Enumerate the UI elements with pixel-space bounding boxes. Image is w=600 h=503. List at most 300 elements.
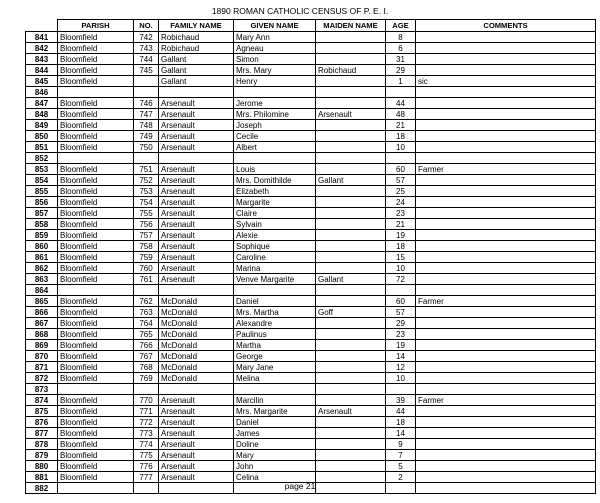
- no-cell: 776: [134, 461, 159, 472]
- age-cell: 25: [386, 186, 416, 197]
- maiden-name-cell: [316, 208, 386, 219]
- row-number-header: [26, 20, 58, 32]
- comments-header: COMMENTS: [416, 20, 596, 32]
- row-number: 852: [26, 153, 58, 164]
- age-cell: 21: [386, 219, 416, 230]
- maiden-name-cell: [316, 373, 386, 384]
- no-cell: 754: [134, 197, 159, 208]
- no-cell: [134, 87, 159, 98]
- age-cell: 39: [386, 395, 416, 406]
- maiden-name-cell: [316, 318, 386, 329]
- given-name-cell: Martha: [234, 340, 316, 351]
- comments-cell: [416, 373, 596, 384]
- age-cell: 60: [386, 296, 416, 307]
- family-name-cell: Robichaud: [159, 32, 234, 43]
- table-row: [26, 395, 596, 406]
- parish-cell: Bloomfield: [58, 98, 134, 109]
- age-cell: 9: [386, 439, 416, 450]
- given-name-cell: Claire: [234, 208, 316, 219]
- row-number: 881: [26, 472, 58, 483]
- comments-cell: [416, 461, 596, 472]
- no-cell: 765: [134, 329, 159, 340]
- parish-cell: Bloomfield: [58, 109, 134, 120]
- row-number: 876: [26, 417, 58, 428]
- no-cell: 753: [134, 186, 159, 197]
- given-name-cell: Melina: [234, 373, 316, 384]
- no-header: NO.: [134, 20, 159, 32]
- given-name-cell: Sophique: [234, 241, 316, 252]
- parish-cell: Bloomfield: [58, 241, 134, 252]
- table-row: [26, 307, 596, 318]
- row-number: 868: [26, 329, 58, 340]
- table-row: [26, 87, 596, 98]
- no-cell: 742: [134, 32, 159, 43]
- maiden-name-cell: Goff: [316, 307, 386, 318]
- table-row: [26, 340, 596, 351]
- table-row: [26, 164, 596, 175]
- table-row: [26, 153, 596, 164]
- no-cell: 749: [134, 131, 159, 142]
- table-row: [26, 285, 596, 296]
- family-name-cell: Arsenault: [159, 164, 234, 175]
- age-cell: 29: [386, 65, 416, 76]
- no-cell: 746: [134, 98, 159, 109]
- maiden-name-cell: [316, 43, 386, 54]
- parish-cell: Bloomfield: [58, 76, 134, 87]
- no-cell: 761: [134, 274, 159, 285]
- no-cell: 755: [134, 208, 159, 219]
- table-row: [26, 241, 596, 252]
- comments-cell: sic: [416, 76, 596, 87]
- maiden-name-cell: [316, 439, 386, 450]
- table-row: [26, 461, 596, 472]
- given-name-cell: Marina: [234, 263, 316, 274]
- age-cell: [386, 87, 416, 98]
- row-number: 856: [26, 197, 58, 208]
- maiden-name-cell: Robichaud: [316, 65, 386, 76]
- row-number: 880: [26, 461, 58, 472]
- given-name-cell: Marcilin: [234, 395, 316, 406]
- row-number: 859: [26, 230, 58, 241]
- parish-cell: [58, 285, 134, 296]
- parish-header: PARISH: [58, 20, 134, 32]
- age-cell: 18: [386, 417, 416, 428]
- no-cell: 772: [134, 417, 159, 428]
- given-name-cell: Mary: [234, 450, 316, 461]
- comments-cell: [416, 98, 596, 109]
- row-number: 882: [26, 483, 58, 494]
- no-cell: 760: [134, 263, 159, 274]
- family-name-cell: Arsenault: [159, 428, 234, 439]
- family-name-cell: [159, 285, 234, 296]
- maiden-name-cell: [316, 461, 386, 472]
- no-cell: 777: [134, 472, 159, 483]
- row-number: 847: [26, 98, 58, 109]
- page-number: page 21: [284, 481, 316, 491]
- age-cell: [386, 384, 416, 395]
- family-name-cell: Arsenault: [159, 241, 234, 252]
- row-number: 877: [26, 428, 58, 439]
- family-name-cell: Gallant: [159, 65, 234, 76]
- age-cell: 23: [386, 329, 416, 340]
- no-cell: 766: [134, 340, 159, 351]
- age-cell: 57: [386, 175, 416, 186]
- no-cell: [134, 153, 159, 164]
- age-cell: 15: [386, 252, 416, 263]
- family-name-cell: Arsenault: [159, 109, 234, 120]
- given-name-cell: Mrs. Mary: [234, 65, 316, 76]
- family-name-cell: Arsenault: [159, 197, 234, 208]
- parish-cell: Bloomfield: [58, 197, 134, 208]
- parish-cell: Bloomfield: [58, 65, 134, 76]
- row-number: 843: [26, 54, 58, 65]
- given-name-cell: Doline: [234, 439, 316, 450]
- comments-cell: [416, 274, 596, 285]
- table-row: [26, 406, 596, 417]
- age-cell: [386, 285, 416, 296]
- row-number: 878: [26, 439, 58, 450]
- given-name-cell: [234, 384, 316, 395]
- table-row: [26, 329, 596, 340]
- comments-cell: [416, 54, 596, 65]
- comments-cell: [416, 131, 596, 142]
- family-name-cell: [159, 384, 234, 395]
- parish-cell: Bloomfield: [58, 208, 134, 219]
- maiden-name-cell: [316, 87, 386, 98]
- row-number: 845: [26, 76, 58, 87]
- maiden-name-header: MAIDEN NAME: [316, 20, 386, 32]
- maiden-name-cell: [316, 54, 386, 65]
- comments-cell: [416, 329, 596, 340]
- comments-cell: [416, 450, 596, 461]
- table-row: [26, 32, 596, 43]
- no-cell: 764: [134, 318, 159, 329]
- maiden-name-cell: [316, 340, 386, 351]
- given-name-cell: Mrs. Martha: [234, 307, 316, 318]
- no-cell: 768: [134, 362, 159, 373]
- comments-cell: [416, 307, 596, 318]
- family-name-cell: Gallant: [159, 54, 234, 65]
- table-row: [26, 439, 596, 450]
- parish-cell: Bloomfield: [58, 131, 134, 142]
- age-cell: 19: [386, 230, 416, 241]
- family-name-cell: McDonald: [159, 296, 234, 307]
- row-number: 861: [26, 252, 58, 263]
- family-name-cell: [159, 87, 234, 98]
- parish-cell: [58, 384, 134, 395]
- row-number: 863: [26, 274, 58, 285]
- parish-cell: Bloomfield: [58, 274, 134, 285]
- age-cell: 14: [386, 351, 416, 362]
- row-number: 871: [26, 362, 58, 373]
- given-name-cell: Venve Margarite: [234, 274, 316, 285]
- comments-cell: [416, 362, 596, 373]
- row-number: 873: [26, 384, 58, 395]
- family-name-cell: Arsenault: [159, 142, 234, 153]
- table-row: [26, 274, 596, 285]
- parish-cell: Bloomfield: [58, 252, 134, 263]
- parish-cell: Bloomfield: [58, 417, 134, 428]
- given-name-cell: Jerome: [234, 98, 316, 109]
- age-cell: 60: [386, 164, 416, 175]
- table-row: [26, 450, 596, 461]
- age-cell: 18: [386, 131, 416, 142]
- table-row: [26, 142, 596, 153]
- row-number: 860: [26, 241, 58, 252]
- row-number: 872: [26, 373, 58, 384]
- family-name-cell: Arsenault: [159, 450, 234, 461]
- comments-cell: [416, 175, 596, 186]
- family-name-cell: McDonald: [159, 318, 234, 329]
- comments-cell: [416, 230, 596, 241]
- comments-cell: [416, 65, 596, 76]
- maiden-name-cell: Arsenault: [316, 406, 386, 417]
- no-cell: 751: [134, 164, 159, 175]
- maiden-name-cell: [316, 296, 386, 307]
- census-body: [26, 32, 596, 494]
- parish-cell: Bloomfield: [58, 307, 134, 318]
- comments-cell: [416, 186, 596, 197]
- table-row: [26, 65, 596, 76]
- parish-cell: [58, 153, 134, 164]
- row-number: 857: [26, 208, 58, 219]
- no-cell: 769: [134, 373, 159, 384]
- no-cell: [134, 76, 159, 87]
- table-row: [26, 252, 596, 263]
- maiden-name-cell: [316, 450, 386, 461]
- parish-cell: Bloomfield: [58, 439, 134, 450]
- maiden-name-cell: [316, 252, 386, 263]
- family-name-cell: [159, 153, 234, 164]
- comments-cell: [416, 109, 596, 120]
- parish-cell: Bloomfield: [58, 373, 134, 384]
- family-name-cell: McDonald: [159, 340, 234, 351]
- no-cell: 752: [134, 175, 159, 186]
- given-name-cell: Daniel: [234, 296, 316, 307]
- family-name-cell: Arsenault: [159, 230, 234, 241]
- given-name-cell: Albert: [234, 142, 316, 153]
- row-number: 862: [26, 263, 58, 274]
- page-title: 1890 ROMAN CATHOLIC CENSUS OF P. E. I.: [211, 6, 389, 16]
- family-name-cell: Arsenault: [159, 274, 234, 285]
- comments-cell: [416, 318, 596, 329]
- comments-cell: [416, 417, 596, 428]
- census-table: [25, 19, 596, 494]
- table-row: [26, 417, 596, 428]
- table-row: [26, 362, 596, 373]
- parish-cell: Bloomfield: [58, 54, 134, 65]
- no-cell: 771: [134, 406, 159, 417]
- maiden-name-cell: [316, 285, 386, 296]
- table-row: [26, 230, 596, 241]
- family-name-cell: Arsenault: [159, 120, 234, 131]
- family-name-cell: McDonald: [159, 351, 234, 362]
- age-cell: 1: [386, 76, 416, 87]
- family-name-cell: McDonald: [159, 307, 234, 318]
- age-cell: 12: [386, 362, 416, 373]
- parish-cell: Bloomfield: [58, 263, 134, 274]
- given-name-cell: Elizabeth: [234, 186, 316, 197]
- no-cell: 773: [134, 428, 159, 439]
- maiden-name-cell: [316, 362, 386, 373]
- comments-cell: [416, 252, 596, 263]
- maiden-name-cell: [316, 417, 386, 428]
- row-number: 875: [26, 406, 58, 417]
- no-cell: [134, 285, 159, 296]
- parish-cell: [58, 87, 134, 98]
- family-name-cell: Arsenault: [159, 252, 234, 263]
- table-row: [26, 428, 596, 439]
- no-cell: 762: [134, 296, 159, 307]
- maiden-name-cell: [316, 98, 386, 109]
- given-name-cell: Caroline: [234, 252, 316, 263]
- age-cell: 48: [386, 109, 416, 120]
- parish-cell: Bloomfield: [58, 329, 134, 340]
- table-row: [26, 76, 596, 87]
- no-cell: 767: [134, 351, 159, 362]
- table-row: [26, 43, 596, 54]
- no-cell: 763: [134, 307, 159, 318]
- no-cell: 745: [134, 65, 159, 76]
- comments-cell: [416, 197, 596, 208]
- family-name-cell: Arsenault: [159, 472, 234, 483]
- parish-cell: Bloomfield: [58, 43, 134, 54]
- given-name-cell: [234, 285, 316, 296]
- age-cell: 7: [386, 450, 416, 461]
- age-cell: 10: [386, 263, 416, 274]
- maiden-name-cell: [316, 76, 386, 87]
- comments-cell: [416, 219, 596, 230]
- row-number: 867: [26, 318, 58, 329]
- table-row: [26, 373, 596, 384]
- comments-cell: [416, 406, 596, 417]
- parish-cell: Bloomfield: [58, 472, 134, 483]
- comments-cell: [416, 43, 596, 54]
- age-cell: [386, 153, 416, 164]
- given-name-cell: Henry: [234, 76, 316, 87]
- comments-cell: [416, 439, 596, 450]
- table-row: [26, 175, 596, 186]
- family-name-cell: McDonald: [159, 373, 234, 384]
- given-name-cell: Mrs. Margarite: [234, 406, 316, 417]
- comments-cell: [416, 87, 596, 98]
- row-number: 858: [26, 219, 58, 230]
- maiden-name-cell: [316, 395, 386, 406]
- maiden-name-cell: [316, 329, 386, 340]
- comments-cell: [416, 340, 596, 351]
- no-cell: 758: [134, 241, 159, 252]
- age-cell: 10: [386, 373, 416, 384]
- table-row: [26, 109, 596, 120]
- family-name-cell: Arsenault: [159, 186, 234, 197]
- parish-cell: Bloomfield: [58, 164, 134, 175]
- table-row: [26, 208, 596, 219]
- comments-cell: [416, 351, 596, 362]
- table-row: [26, 197, 596, 208]
- table-row: [26, 131, 596, 142]
- given-name-cell: Alexie: [234, 230, 316, 241]
- row-number: 850: [26, 131, 58, 142]
- age-cell: 31: [386, 54, 416, 65]
- maiden-name-cell: Gallant: [316, 274, 386, 285]
- row-number: 844: [26, 65, 58, 76]
- given-name-cell: Louis: [234, 164, 316, 175]
- comments-cell: [416, 120, 596, 131]
- table-row: [26, 98, 596, 109]
- parish-cell: Bloomfield: [58, 450, 134, 461]
- maiden-name-cell: [316, 164, 386, 175]
- family-name-cell: McDonald: [159, 362, 234, 373]
- family-name-cell: Arsenault: [159, 395, 234, 406]
- no-cell: 747: [134, 109, 159, 120]
- comments-cell: [416, 241, 596, 252]
- maiden-name-cell: [316, 32, 386, 43]
- comments-cell: [416, 285, 596, 296]
- table-row: [26, 120, 596, 131]
- header-row: [26, 20, 596, 32]
- parish-cell: Bloomfield: [58, 175, 134, 186]
- comments-cell: [416, 153, 596, 164]
- family-name-cell: Arsenault: [159, 219, 234, 230]
- age-cell: 8: [386, 32, 416, 43]
- maiden-name-cell: [316, 263, 386, 274]
- row-number: 855: [26, 186, 58, 197]
- age-cell: 29: [386, 318, 416, 329]
- no-cell: 774: [134, 439, 159, 450]
- family-name-header: FAMILY NAME: [159, 20, 234, 32]
- given-name-cell: [234, 87, 316, 98]
- given-name-header: GIVEN NAME: [234, 20, 316, 32]
- table-row: [26, 318, 596, 329]
- family-name-cell: Gallant: [159, 76, 234, 87]
- given-name-cell: Simon: [234, 54, 316, 65]
- no-cell: 756: [134, 219, 159, 230]
- age-cell: 14: [386, 428, 416, 439]
- given-name-cell: James: [234, 428, 316, 439]
- given-name-cell: Mrs. Philomine: [234, 109, 316, 120]
- parish-cell: Bloomfield: [58, 186, 134, 197]
- age-cell: 44: [386, 98, 416, 109]
- given-name-cell: Daniel: [234, 417, 316, 428]
- row-number: 846: [26, 87, 58, 98]
- parish-cell: Bloomfield: [58, 340, 134, 351]
- family-name-cell: Arsenault: [159, 131, 234, 142]
- row-number: 865: [26, 296, 58, 307]
- no-cell: 757: [134, 230, 159, 241]
- family-name-cell: Arsenault: [159, 461, 234, 472]
- given-name-cell: Mary Jane: [234, 362, 316, 373]
- parish-cell: Bloomfield: [58, 120, 134, 131]
- family-name-cell: Arsenault: [159, 175, 234, 186]
- parish-cell: Bloomfield: [58, 406, 134, 417]
- table-row: [26, 384, 596, 395]
- maiden-name-cell: [316, 186, 386, 197]
- maiden-name-cell: [316, 197, 386, 208]
- row-number: 841: [26, 32, 58, 43]
- comments-cell: Farmer: [416, 164, 596, 175]
- maiden-name-cell: [316, 153, 386, 164]
- family-name-cell: Arsenault: [159, 208, 234, 219]
- maiden-name-cell: Gallant: [316, 175, 386, 186]
- parish-cell: Bloomfield: [58, 32, 134, 43]
- table-row: [26, 351, 596, 362]
- family-name-cell: McDonald: [159, 329, 234, 340]
- given-name-cell: Margarite: [234, 197, 316, 208]
- given-name-cell: Mary Ann: [234, 32, 316, 43]
- comments-cell: [416, 263, 596, 274]
- table-row: [26, 186, 596, 197]
- age-cell: 19: [386, 340, 416, 351]
